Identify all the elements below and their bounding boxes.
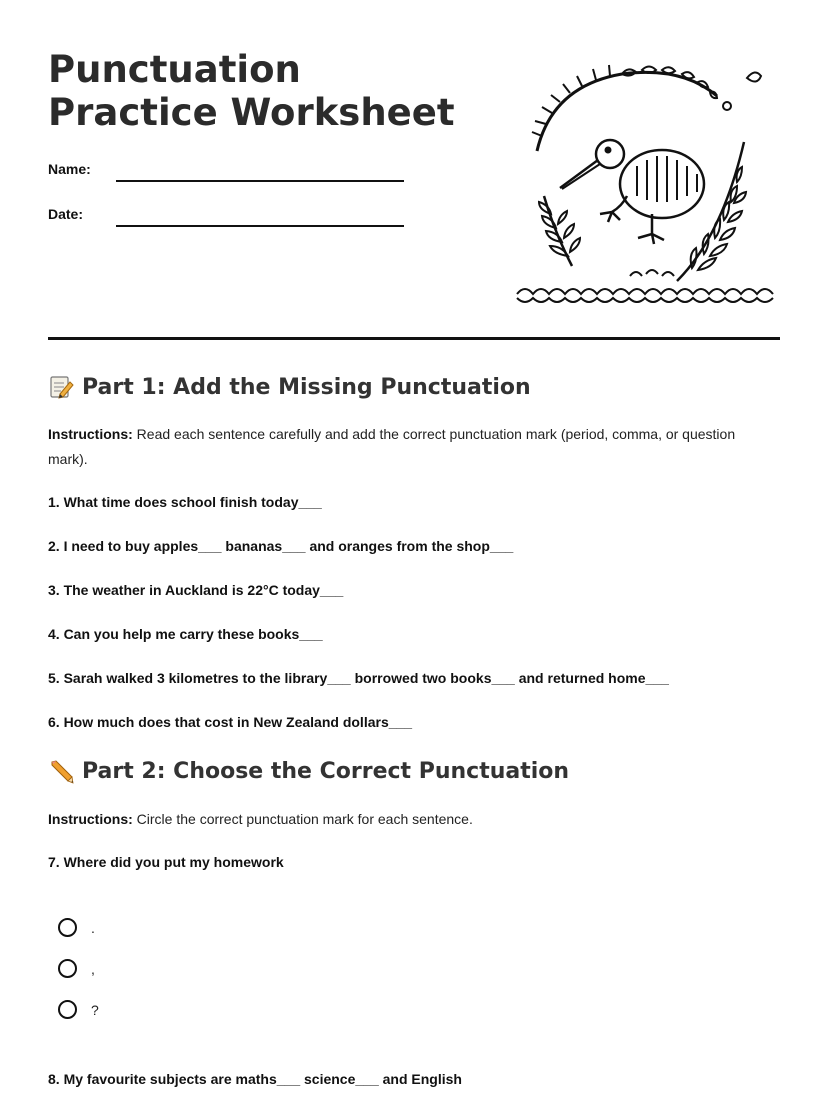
question-2: 2. I need to buy apples___ bananas___ and oranges from the shop___: [48, 538, 514, 554]
question-8: 8. My favourite subjects are maths___ science___ and English: [48, 1071, 462, 1087]
part1-title: Part 1: Add the Missing Punctuation: [82, 374, 531, 400]
memo-icon: [48, 374, 74, 400]
part2-instructions: [48, 807, 768, 832]
radio-button[interactable]: [58, 959, 77, 978]
date-label: Date:: [48, 206, 84, 222]
date-field[interactable]: [116, 225, 404, 227]
part1-instructions-text: Read each sentence carefully and add the correct punctuation mark (period, comma, or question mark).: [48, 426, 736, 467]
option-label: ,: [91, 960, 95, 977]
question-6: 6. How much does that cost in New Zealand dollars___: [48, 714, 413, 730]
part1-instructions: [48, 422, 768, 472]
part1-heading: [48, 374, 531, 400]
question-5: 5. Sarah walked 3 kilometres to the library___ borrowed two books___ and returned home___: [48, 670, 669, 686]
question-1: 1. What time does school finish today___: [48, 494, 322, 510]
part2-instructions-label: Instructions:: [48, 811, 133, 827]
part1-instructions-label: Instructions:: [48, 426, 133, 442]
worksheet-title: Punctuation Practice Worksheet: [48, 48, 455, 134]
q7-option-period[interactable]: [58, 918, 95, 937]
part2-instructions-text: Circle the correct punctuation mark for each sentence.: [132, 811, 473, 827]
radio-button[interactable]: [58, 918, 77, 937]
option-label: ?: [91, 1001, 99, 1018]
question-3: 3. The weather in Auckland is 22°C today___: [48, 582, 344, 598]
radio-button[interactable]: [58, 1000, 77, 1019]
name-field[interactable]: [116, 180, 404, 182]
question-7: 7. Where did you put my homework: [48, 854, 284, 870]
section-divider: [48, 337, 780, 340]
option-label: .: [91, 919, 95, 936]
q7-option-comma[interactable]: [58, 959, 95, 978]
name-label: Name:: [48, 161, 91, 177]
kiwi-fern-illustration: [512, 56, 780, 308]
question-4: 4. Can you help me carry these books___: [48, 626, 323, 642]
part2-title: Part 2: Choose the Correct Punctuation: [82, 758, 570, 784]
q7-option-question-mark[interactable]: [58, 1000, 99, 1019]
part2-heading: [48, 758, 569, 784]
pencil-icon: [48, 758, 74, 784]
